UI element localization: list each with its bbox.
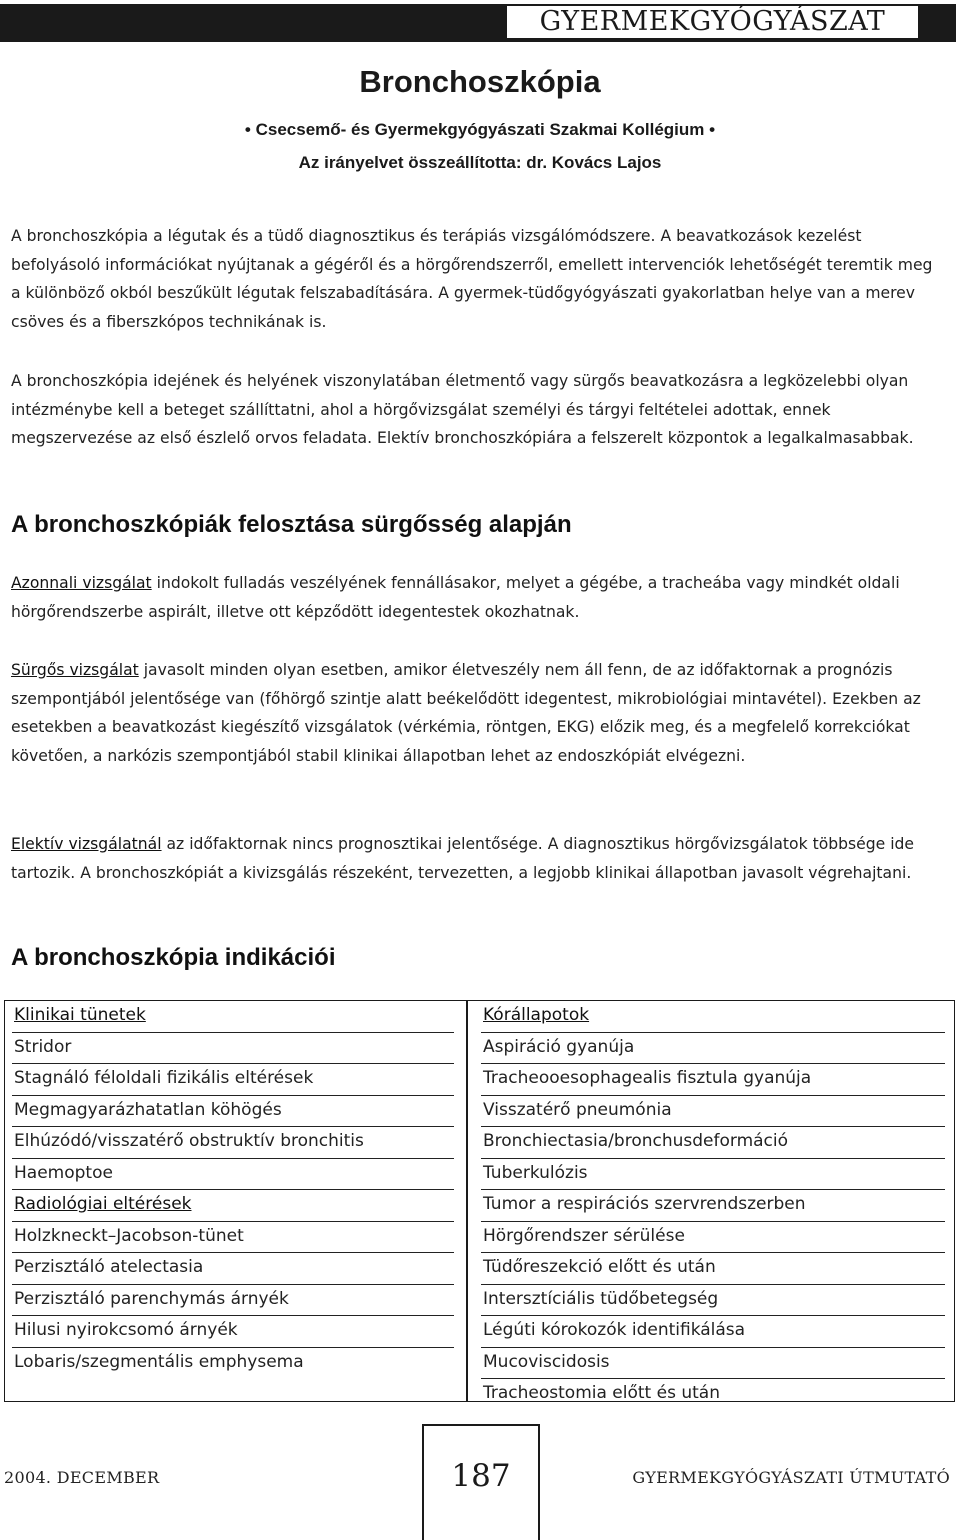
article-title: Bronchoszkópia: [359, 64, 601, 99]
page-number: 187: [451, 1458, 511, 1494]
condition-heading: Kórállapotok: [481, 1001, 945, 1033]
condition-item: Visszatérő pneumónia: [481, 1096, 945, 1128]
condition-item: Tuberkulózis: [481, 1159, 945, 1191]
condition-item: Intersztíciális tüdőbetegség: [481, 1285, 945, 1317]
condition-item: Tumor a respirációs szervrendszerben: [481, 1190, 945, 1222]
indication-item: Holzkneckt–Jacobson-tünet: [12, 1222, 454, 1254]
indication-heading: Radiológiai eltérések: [12, 1190, 454, 1222]
page-number-box: [422, 1424, 540, 1540]
article-subtitle-author: Az irányelvet összeállította: dr. Kovács Lajos: [298, 153, 662, 172]
immediate-exam-term: Azonnali vizsgálat: [11, 574, 152, 592]
condition-item: Tracheooesophagealis fisztula gyanúja: [481, 1064, 945, 1096]
indication-item: Stridor: [12, 1033, 454, 1065]
footer-journal: GYERMEKGYÓGYÁSZATI ÚTMUTATÓ: [632, 1468, 950, 1487]
indication-item: Perzisztáló parenchymás árnyék: [12, 1285, 454, 1317]
elective-exam-text: az időfaktornak nincs prognosztikai jelentősége. A diagnosztikus hörgővizsgálatok többsége ide tartozik. A bronchoszkópiát a kivizsgálás részeként, tervezetten, a legjobb klinikai állapotban javasolt végrehajtani.: [11, 835, 915, 882]
condition-item: Hörgőrendszer sérülése: [481, 1222, 945, 1254]
indication-item: Megmagyarázhatatlan köhögés: [12, 1096, 454, 1128]
symptoms-list: [5, 1001, 466, 1378]
indication-item: Stagnáló féloldali fizikális eltérések: [12, 1064, 454, 1096]
condition-item: Bronchiectasia/bronchusdeformáció: [481, 1127, 945, 1159]
indication-item: Elhúzódó/visszatérő obstruktív bronchitis: [12, 1127, 454, 1159]
indication-item: Perzisztáló atelectasia: [12, 1253, 454, 1285]
conditions-list: [468, 1001, 954, 1410]
immediate-exam-text: indokolt fulladás veszélyének fennállásakor, melyet a gégébe, a tracheába vagy mindkét oldali hörgőrendszerbe aspirált, illetve ott képződött idegentestek okozhatnak.: [11, 574, 900, 621]
intro-paragraph: A bronchoszkópia a légutak és a tüdő diagnosztikus és terápiás vizsgálómódszere. A beavatkozások kezelést befolyásoló információkat nyújtanak a gégéről és a hörgőrendszerről, emellett intervenciók lehetőségét teremtik meg a különböző okból beszűkült légutak felszabadítására. A gyermek-tüdőgyógyászati gyakorlatban helye van a merev csöves és a fiberszkópos technikának is.: [11, 227, 933, 331]
condition-item: Tracheostomia előtt és után: [483, 1383, 720, 1403]
condition-item: Légúti kórokozók identifikálása: [481, 1316, 945, 1348]
indication-item: Lobaris/szegmentális emphysema: [14, 1351, 304, 1372]
condition-item: Aspiráció gyanúja: [481, 1033, 945, 1065]
elective-exam-term: Elektív vizsgálatnál: [11, 835, 162, 853]
indications-table-left: [4, 1000, 467, 1402]
elective-exam-paragraph: [11, 830, 941, 887]
urgency-heading: A bronchoszkópiák felosztása sürgősség alapján: [11, 511, 572, 538]
urgent-exam-paragraph: [11, 656, 941, 770]
section-title: GYERMEKGYÓGYÁSZAT: [505, 4, 920, 40]
location-paragraph: A bronchoszkópia idejének és helyének viszonylatában életmentő vagy sürgős beavatkozásra a legközelebbi olyan intézménybe kell a beteget szállíttatni, ahol a hörgővizsgálat személyi és tárgyi feltételei adottak, ennek megszervezése az első észlelő orvos feladata. Elektív bronchoszkópiára a felszerelt központok a legalkalmasabbak.: [11, 372, 914, 447]
indication-item: Hilusi nyirokcsomó árnyék: [12, 1316, 454, 1348]
condition-item: Mucoviscidosis: [481, 1348, 945, 1380]
article-subtitle-college: • Csecsemő- és Gyermekgyógyászati Szakmai Kollégium •: [244, 120, 716, 139]
indications-heading: A bronchoszkópia indikációi: [11, 944, 336, 971]
immediate-exam-paragraph: [11, 569, 941, 626]
indication-item: Haemoptoe: [12, 1159, 454, 1191]
urgent-exam-term: Sürgős vizsgálat: [11, 661, 139, 679]
footer-date: 2004. DECEMBER: [4, 1468, 160, 1487]
condition-item: Tüdőreszekció előtt és után: [481, 1253, 945, 1285]
urgent-exam-text: javasolt minden olyan esetben, amikor életveszély nem áll fenn, de az időfaktornak a prognózis szempontjából jelentősége van (főhörgő szintje alatt beékelődött idegentest, mikrobiológiai mintavétel). Ezekben az esetekben a beavatkozást kiegészítő vizsgálatok (vérkémia, röntgen, EKG) előzik meg, és a megfelelő korrekciókat követően, a narkózis szempontjából stabil klinikai állapotban lehet az endoszkópiát elvégezni.: [11, 661, 921, 765]
indication-heading: Klinikai tünetek: [12, 1001, 454, 1033]
indications-table-right: [467, 1000, 955, 1402]
